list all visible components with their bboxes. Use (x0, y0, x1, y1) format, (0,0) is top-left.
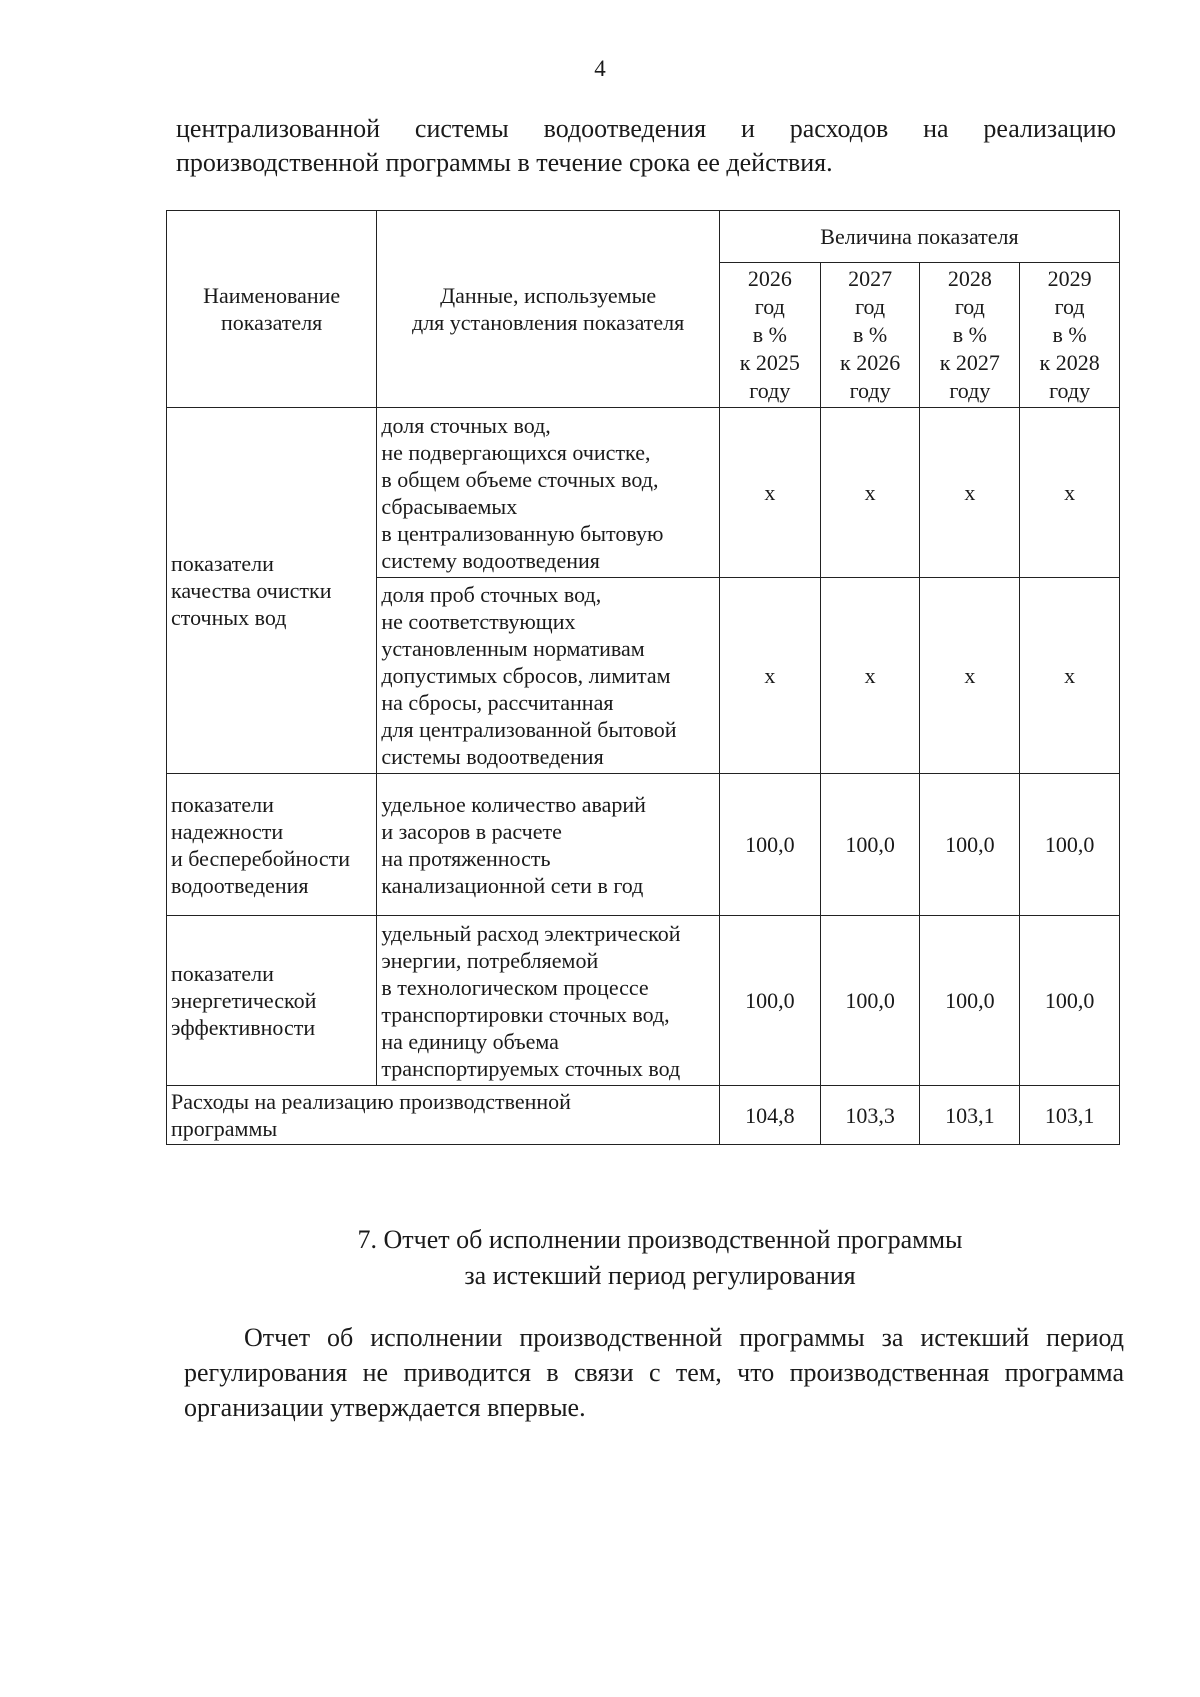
header-data-column: Данные, используемые для установления показателя (377, 211, 720, 408)
value-cell: 100,0 (820, 774, 920, 916)
paragraph-line-2: регулирования не приводится в связи с тем, что производственная программа (184, 1358, 1124, 1387)
value-cell: 100,0 (1020, 916, 1120, 1086)
value-cell: х (920, 408, 1020, 578)
value-cell: х (1020, 578, 1120, 774)
value-cell: 103,1 (920, 1086, 1020, 1145)
value-cell: 100,0 (719, 916, 820, 1086)
intro-line-1: централизованной системы водоотведения и расходов на реализацию (176, 114, 1116, 143)
value-cell: 100,0 (719, 774, 820, 916)
value-cell: х (820, 408, 920, 578)
value-cell: х (920, 578, 1020, 774)
section-7-title (0, 1222, 1200, 1294)
value-cell: 100,0 (920, 916, 1020, 1086)
table-row (167, 408, 1120, 578)
expenses-label: Расходы на реализацию производственной программы (167, 1086, 720, 1145)
value-cell: 100,0 (820, 916, 920, 1086)
table-row (167, 916, 1120, 1086)
indicator-data-cell: доля сточных вод, не подвергающихся очистке, в общем объеме сточных вод, сбрасываемых в централизованную бытовую систему водоотведения (377, 408, 720, 578)
section-title-line-2: за истекший период регулирования (464, 1261, 856, 1290)
section-title-line-1: 7. Отчет об исполнении производственной программы (357, 1225, 963, 1254)
section-7-paragraph (184, 1320, 1124, 1425)
value-cell: х (820, 578, 920, 774)
value-cell: 103,1 (1020, 1086, 1120, 1145)
table-row-expenses (167, 1086, 1120, 1145)
paragraph-line-1: Отчет об исполнении производственной программы за истекший период (244, 1323, 1124, 1352)
intro-paragraph (176, 112, 1116, 180)
header-year-2026: 2026 год в % к 2025 году (719, 263, 820, 408)
page-number: 4 (594, 56, 606, 81)
value-cell: 103,3 (820, 1086, 920, 1145)
header-year-2029: 2029 год в % к 2028 году (1020, 263, 1120, 408)
value-cell: х (719, 408, 820, 578)
value-cell: х (1020, 408, 1120, 578)
indicator-data-cell: удельное количество аварий и засоров в расчете на протяженность канализационной сети в год (377, 774, 720, 916)
indicator-group-name: показатели надежности и бесперебойности водоотведения (167, 774, 377, 916)
table-row (167, 774, 1120, 916)
value-cell: 104,8 (719, 1086, 820, 1145)
intro-line-2: производственной программы в течение срока ее действия. (176, 148, 833, 177)
header-year-2028: 2028 год в % к 2027 году (920, 263, 1020, 408)
header-year-2027: 2027 год в % к 2026 году (820, 263, 920, 408)
indicator-group-name: показатели качества очистки сточных вод (167, 408, 377, 774)
value-cell: х (719, 578, 820, 774)
indicator-data-cell: доля проб сточных вод, не соответствующих установленным нормативам допустимых сбросов, лимитам на сбросы, рассчитанная для централизованной бытовой системы водоотведения (377, 578, 720, 774)
paragraph-line-3: организации утверждается впервые. (184, 1393, 586, 1422)
indicator-data-cell: удельный расход электрической энергии, потребляемой в технологическом процессе транспортировки сточных вод, на единицу объема транспортируемых сточных вод (377, 916, 720, 1086)
indicator-group-name: показатели энергетической эффективности (167, 916, 377, 1086)
value-cell: 100,0 (1020, 774, 1120, 916)
header-value-group: Величина показателя (719, 211, 1119, 263)
header-name-column: Наименование показателя (167, 211, 377, 408)
indicators-table (166, 210, 1120, 1145)
value-cell: 100,0 (920, 774, 1020, 916)
